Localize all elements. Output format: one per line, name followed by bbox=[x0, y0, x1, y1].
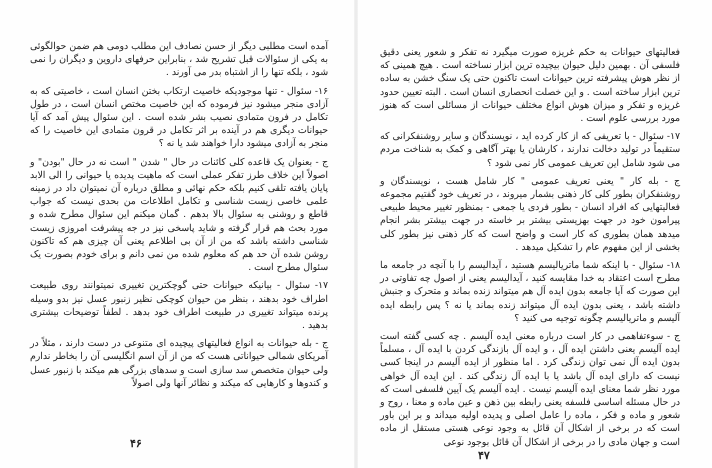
paragraph: ۱۶- سئوال - تنها موجودیکه خاصیت ارتکاب بختن انسان است ، خاصیتی که به آزادی منجر میشود نیز فرموده که این خاصیت مختص انسان است ، در طول تکامل در فرون متمادی نصیب بشر شده است . این سئوال پیش آمد که آیا حیوانات دیگری هم در آینده بر اثر تکامل در قرون متمادی این خاصیت را که منجر به آزادی میشود دارا خواهند شد یا نه ؟ bbox=[30, 85, 328, 150]
left-page-text bbox=[30, 40, 328, 395]
paragraph: ۱۷- سئوال - با تعریفی که از کار کرده اید ، نویسندگان و سایر روشنفکرانی که ستقیماً در تولید دخالت ندارند ، کارشان یا بهتر آگاهی و کمک به شناخت مردم می شود شامل این تعریف عمومی کار نمی شود ؟ bbox=[380, 131, 680, 169]
right-page-text bbox=[380, 46, 680, 454]
paragraph: ۱۷- سئوال - بیانیکه حیوانات حتی گوچکترین تغییری نمیتوانند روی طبیعت اطراف خود بدهند ، بنظر من حیوان کوچکی نظیر زنبور عسل نیز بدو وسیله پرنده میتواند تغییری در طبیعت اطراف خود بدهد . لطفاً توضیحات بیشتری بدهید . bbox=[30, 280, 328, 332]
paragraph: ج - بعنوان یک قاعده کلی کائنات در حال " شدن " است نه در حال "بودن" و اصولاً این خلاف طرز تفکر عملی است که ماهیت پدیده یا حیوانی را الی الابد پایان یافته تلقی کنیم بلکه حکم نهائی و مطلق درباره آن نمیتوان داد در زمینه علمی خاصی زیست شناسی و تکامل اطلاعات من بحدی نیست که جواب قاطع و روشنی به سئوال بالا بدهم . گمان میکنم این سئوال مطرح شده و مورد بحث هم قرار گرفته و شاید پاسخی نیز در جه پیشرفت امروزی زیست شناسی داشته باشد که من از آن بی اطلاعم یعنی آن چیزی هم که تاکنون روشن شده آن حد هم که معلوم شده من نمی دانم و برای خودم بصورت یک سئوال مطرح است . bbox=[30, 156, 328, 274]
paragraph: ج - سوءتفاهمی در کار است درباره معنی ایده آلیسم . چه کسی گفته است ایده آلیسم یعنی داشتن ایده آل ، و ایده آل بازندگی کردن با ایده آل ، مسلماً بدون ایده آل نمی توان زندگی کرد . اما منظور از ایده آلیسم در اینجا کسی نیست که دارای ایده آل باشد یا با ایده آل زندگی کند . این ایده آل خواهی مورد نظر شما معنای ایده آلیسم نیست . ایده آلیسم یک آیین فلسفی است که در حال مسئله اساسی فلسفه یعنی رابطه بین ذهن و عین ماده و معنا ، روح و شعور و ماده و فکر ، ماده را عامل اصلی و پدیده اولیه میداند و بر این باور است که در برخی از اشکال آن قائل به وجود نوعی هستی مستقل از ماده است و جهان مادی را در برخی از اشکال آن قائل بوجود نوعی bbox=[380, 331, 680, 448]
right-page bbox=[356, 0, 712, 468]
paragraph: ج - بله حیوانات به انواع فعالیتهای پیچیده ای متنوعی در دست دارند ، مثلاً در آمریکای شمالی حیواناتی هست که من از آن اسم انگلیسی آن را بخاطر ندارم ولی حیوان متخصص سد سازی است و سدهای بزرگی هم میکند با زنبور عسل و کندوها و کارهایی که میکند و نظائر آنها ولی اصولاً bbox=[30, 338, 328, 389]
paragraph: فعالیتهای حیوانات به حکم غریزه صورت میگیرد نه تفکر و شعور یعنی دقیق فلسفی آن . بهمین دلیل حیوان بیچیده ترین ابزار نساخته است . هیچ همینی که از نظر هوش پیشرفته ترین حیوانات است تاکنون حتی یک سنگ خشن به ساده ترین ابزار ساخته است . و این خصلت انحصاری انسان است . البته تعیین حدود غریزه و تفکر و میزان هوش انواع مختلف حیوانات از مسائلی است که هنوز مورد بررسی علوم است . bbox=[380, 47, 680, 125]
paragraph: ج - بله کار " یعنی تعریف عمومی " کار شامل هست ، نویسندگان و روشنفکران بطور کلی کار ذهنی بشمار میروند ، در تعریف خود گفتیم مجموعه فعالیتهایی که افراد انسان - بطور فردی یا جمعی - بمنظور تغییر محیط طبیعی پیرامون خود در جهت بهزیستی بیشتر بر خاسته در جهت بیشتر بشر انجام میدهد همان بطوری که کار است و واضح است که کار ذهنی نیز بطور کلی بخشی از این مفهوم عام را تشکیل میدهد . bbox=[380, 175, 680, 253]
paragraph: ۱۸- سئوال - با اینکه شما ماتریالیسم هستید ، آیدالیسم را با آنچه در جامعه ما مطرح است اعتقاد به خدا مقایسه کنید ، آیدالیسم یعنی از اصول چه تفاوتی در این صورت که آیا جامعه بدون ایده آل هم میتواند زنده بماند و متحرک و جنبش داشته باشد ، یعنی بدون ایده آل میتواند زنده بماند یا نه ؟ پس رابطه ایده آلیسم و ماتریالیسم چگونه توجیه می کنید ؟ bbox=[380, 260, 681, 324]
paragraph: آمده است مطلبی دیگر از حسن نصادف این مطلب دومی هم ضمن حوالگوئی به یکی از سئوالات قبل تشریح شد ، بنابراین حرفهای داروین و دیگران را نمی شود ، بلکه تنها را از اشتباه بدر می آورند . bbox=[30, 41, 328, 79]
page-number-left: ۴۶ bbox=[130, 437, 142, 450]
page-number-right: ۴۷ bbox=[478, 449, 490, 462]
